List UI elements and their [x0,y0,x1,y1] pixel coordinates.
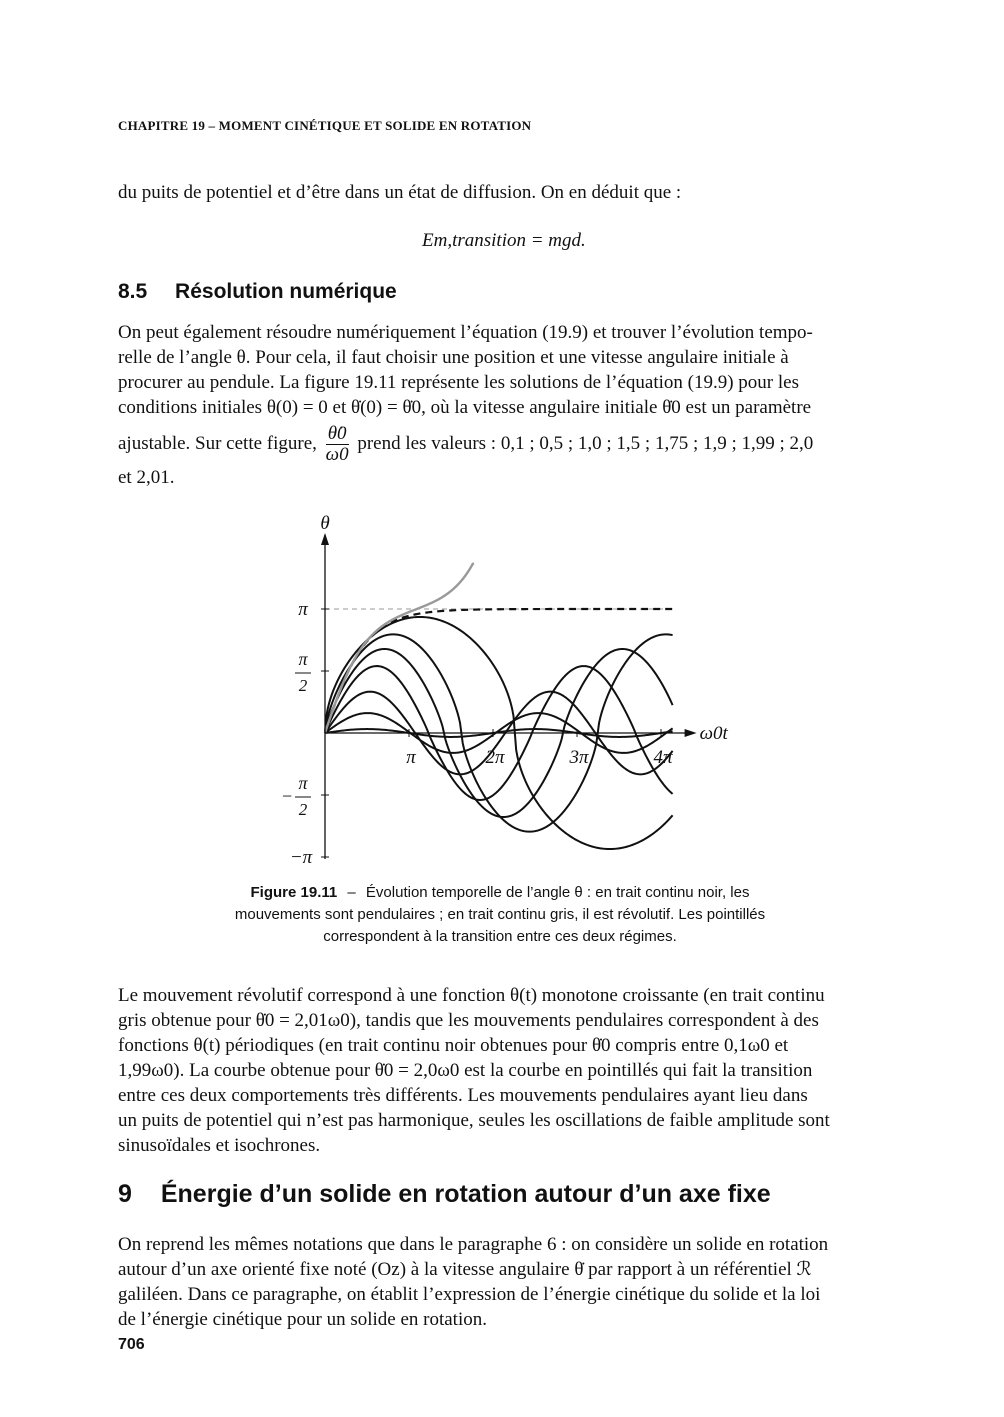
text-line: de l’énergie cinétique pour un solide en rotation. [118,1309,487,1330]
chapter-title: MOMENT CINÉTIQUE ET SOLIDE EN ROTATION [218,118,532,133]
page-number: 706 [118,1336,145,1353]
caption-line: correspondent à la transition entre ces deux régimes. [323,928,677,945]
revolutive-curve [325,563,474,733]
section-8-5-heading [118,280,397,304]
x-tick-label: 3π [569,747,589,768]
minus-sign: − [280,786,294,806]
text-line: fonctions θ(t) périodiques (en trait continu noir obtenues pour θ̇0 compris entre 0,1ω0 et [118,1035,789,1056]
text-line: procurer au pendule. La figure 19.11 représente les solutions de l’équation (19.9) pour les [118,372,799,393]
figure-19-11-chart [270,505,728,875]
text-line: autour d’un axe orienté fixe noté (Oz) à la vitesse angulaire θ̇ par rapport à un référentiel ℛ [118,1259,812,1280]
caption-line [180,882,820,904]
text-line: et 2,01. [118,467,175,488]
text-line: relle de l’angle θ. Pour cela, il faut choisir une position et une vitesse angulaire initiale à [118,347,789,368]
y-tick-label: π [298,599,308,620]
running-head [118,118,531,134]
fraction-numerator: θ̇0 [326,424,349,445]
y-tick-label: π [298,773,308,793]
text-line: conditions initiales θ(0) = 0 et θ̇(0) = θ̇0, où la vitesse angulaire initiale θ̇0 est un paramètre [118,397,812,418]
caption-line: mouvements sont pendulaires ; en trait continu gris, il est révolutif. Les pointillés [234,906,766,923]
figure-caption [180,882,820,948]
fraction-denominator: ω0 [325,444,349,465]
text-line: On reprend les mêmes notations que dans le paragraphe 6 : on considère un solide en rotation [118,1234,829,1255]
section-number: 9 [118,1180,132,1208]
ratio-fraction [326,424,349,465]
caption-text: Évolution temporelle de l’angle θ : en trait continu noir, les [365,884,750,901]
paragraph-after-figure [118,983,886,1158]
text-line: 1,99ω0). La courbe obtenue pour θ̇0 = 2,0ω0 est la courbe en pointillés qui fait la transition [118,1060,813,1081]
curves-group [325,563,676,849]
text-line: sinusoïdales et isochrones. [118,1135,321,1156]
labels-group [281,513,729,868]
transition-energy-equation: Em,transition = mgd. [422,230,586,251]
text-line: entre ces deux comportements très différents. Les mouvements pendulaires ayant lieu dans [118,1085,808,1106]
section-9-heading [118,1180,771,1209]
section-title: Énergie d’un solide en rotation autour d’un axe fixe [160,1180,771,1208]
y-axis-label: θ [320,513,330,534]
caption-dash: – [347,884,356,901]
section-number: 8.5 [118,280,148,303]
text-fragment: prend les valeurs : 0,1 ; 0,5 ; 1,0 ; 1,5 ; 1,75 ; 1,9 ; 1,99 ; 2,0 [357,432,814,454]
chapter-label: CHAPITRE 19 – [118,118,216,133]
section-9-paragraph [118,1232,886,1332]
x-tick-label: 4π [653,747,673,768]
text-fragment: ajustable. Sur cette figure, [118,432,317,454]
x-tick-label: π [406,747,416,768]
y-tick-label: 2 [298,800,308,819]
section-8-5-paragraph [118,320,886,490]
x-axis-label: ω0t [699,723,728,744]
text-line: un puits de potentiel qui n’est pas harmonique, seules les oscillations de faible amplitude sont [118,1110,830,1131]
section-title: Résolution numérique [175,280,397,303]
x-tick-label: 2π [485,747,505,768]
y-tick-label: −π [289,847,313,868]
text-line: On peut également résoudre numériquement l’équation (19.9) et trouver l’évolution tempo- [118,322,813,343]
y-axis-arrow [321,533,329,545]
intro-text: du puits de potentiel et d’être dans un état de diffusion. On en déduit que : [118,182,682,203]
text-line: galiléen. Dans ce paragraphe, on établit l’expression de l’énergie cinétique du solide et la loi [118,1284,821,1305]
caption-label: Figure 19.11 [250,884,338,901]
text-line: Le mouvement révolutif correspond à une fonction θ(t) monotone croissante (en trait continu [118,985,825,1006]
x-axis-arrow [685,729,697,737]
y-tick-label: π [298,649,308,669]
y-tick-label: 2 [298,676,308,695]
text-line: gris obtenue pour θ̇0 = 2,01ω0), tandis que les mouvements pendulaires correspondent à des [118,1010,819,1031]
text-line-with-fraction [118,424,886,465]
